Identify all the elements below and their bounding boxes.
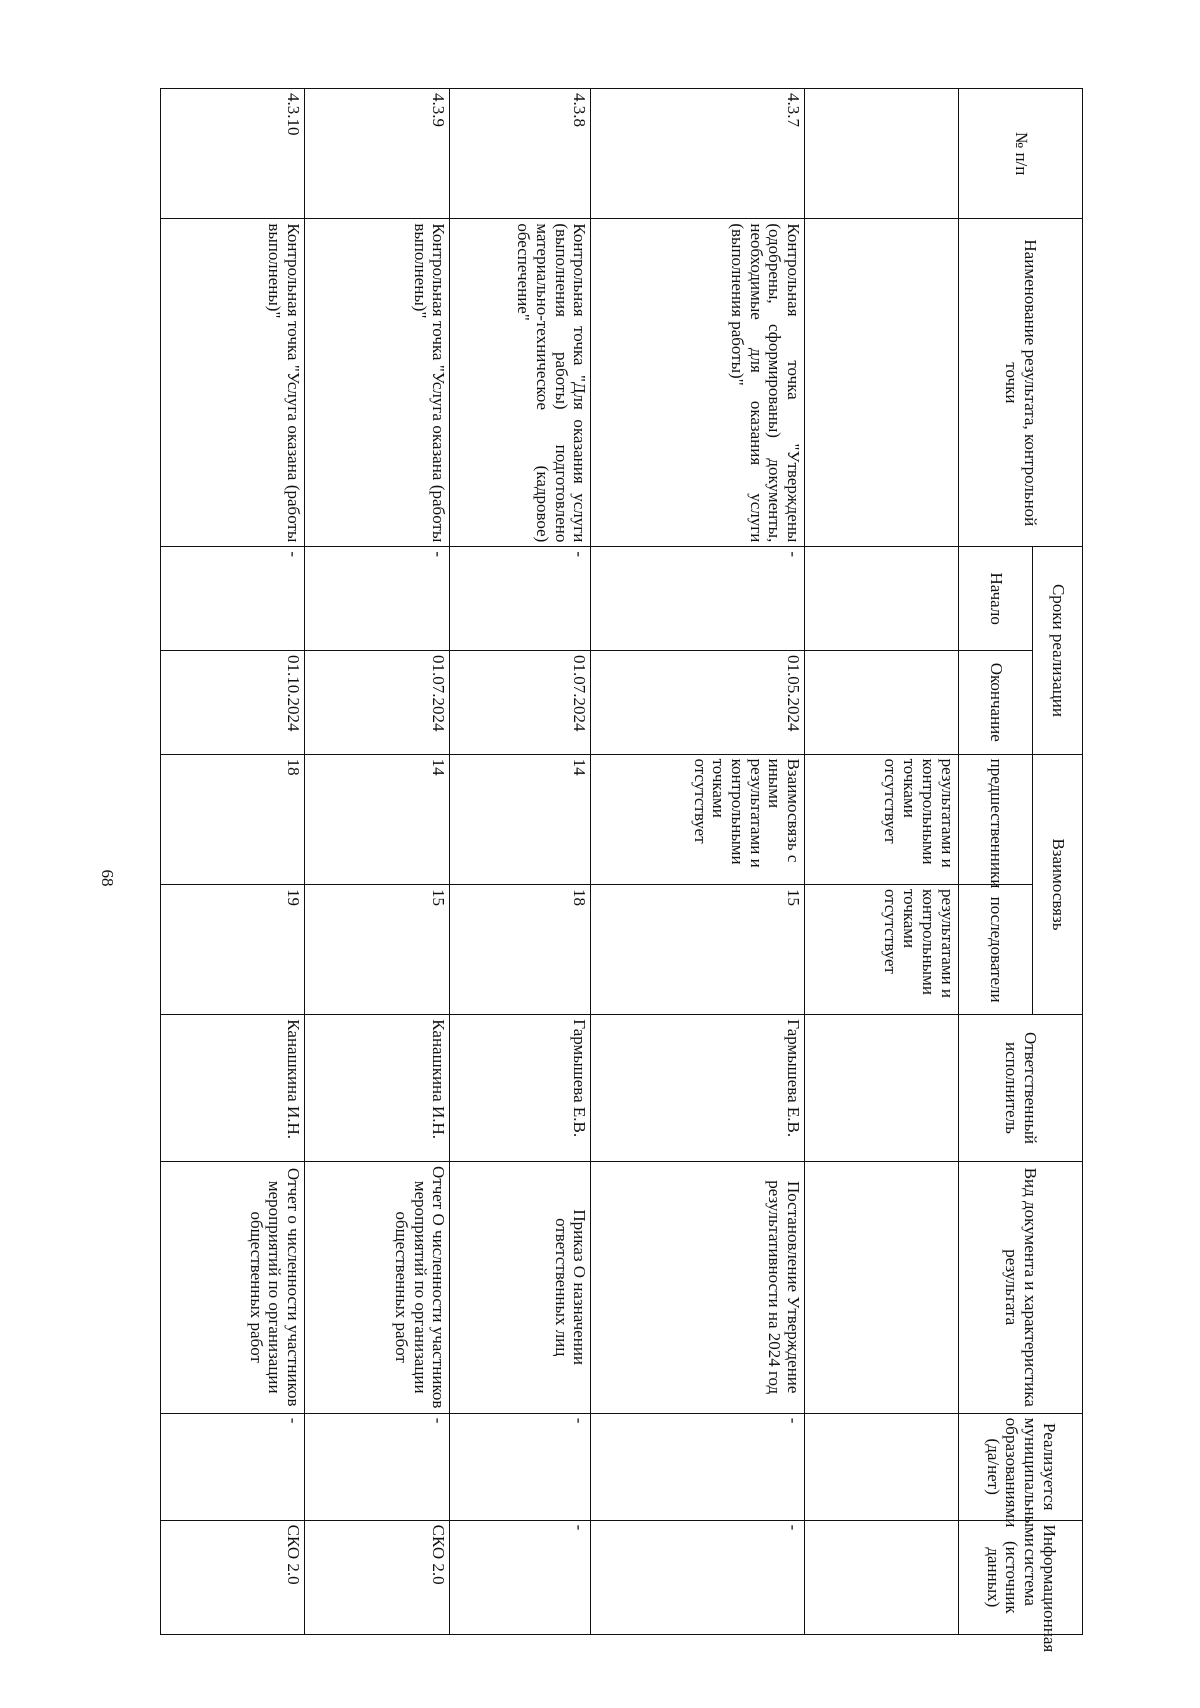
row-end: 01.07.2024: [450, 650, 591, 754]
header-info: Информационная система (источник данных): [958, 1520, 1082, 1634]
table-row: [305, 89, 450, 1635]
cont-succ: результатами и контрольными точками отсутствует: [805, 884, 958, 1014]
cont-num: [805, 89, 958, 219]
row-start: -: [161, 547, 305, 651]
cont-resp: [805, 1015, 958, 1161]
row-num: 4.3.8: [450, 89, 591, 219]
row-info: -: [450, 1520, 591, 1634]
row-resp: Гармышева Е.В.: [450, 1015, 591, 1161]
cont-info: [805, 1520, 958, 1634]
row-name: Контрольная точка "Услуга оказана (работы выполнены)": [305, 219, 450, 547]
row-doc: Отчет О численности участников мероприятий по организации общественных работ: [305, 1161, 450, 1413]
header-end: Окончание: [958, 650, 1033, 754]
continuation-row: [805, 89, 958, 1635]
row-end: 01.10.2024: [161, 650, 305, 754]
row-name: Контрольная точка "Утверждены (одобрены, сформированы) документы, необходимые для оказания услуги (выполнения работы)": [591, 219, 805, 547]
row-info: СКО 2.0: [161, 1520, 305, 1634]
row-pred: 14: [305, 754, 450, 884]
row-pred: 18: [161, 754, 305, 884]
row-num: 4.3.9: [305, 89, 450, 219]
cont-mun: [805, 1413, 958, 1520]
row-succ: 15: [305, 884, 450, 1014]
row-mun: -: [450, 1413, 591, 1520]
header-terms: Сроки реализации: [1033, 547, 1083, 754]
row-info: -: [591, 1520, 805, 1634]
row-doc: Отчет о численности участников мероприятий по организации общественных работ: [161, 1161, 305, 1413]
table-row: [591, 89, 805, 1635]
row-succ: 15: [591, 884, 805, 1014]
cont-pred: результатами и контрольными точками отсутствует: [805, 754, 958, 884]
row-end: 01.05.2024: [591, 650, 805, 754]
row-start: -: [591, 547, 805, 651]
table-row: [450, 89, 591, 1635]
row-num: 4.3.10: [161, 89, 305, 219]
row-mun: -: [305, 1413, 450, 1520]
row-resp: Канашкина И.Н.: [161, 1015, 305, 1161]
row-pred: Взаимосвязь с иными результатами и контрольными точками отсутствует: [591, 754, 805, 884]
row-mun: -: [591, 1413, 805, 1520]
header-name: Наименование результата, контрольной точки: [958, 219, 1082, 547]
row-mun: -: [161, 1413, 305, 1520]
header-doc: Вид документа и характеристика результата: [958, 1161, 1082, 1413]
row-name: Контрольная точка "Услуга оказана (работы выполнены)": [161, 219, 305, 547]
row-num: 4.3.7: [591, 89, 805, 219]
cont-doc: [805, 1161, 958, 1413]
header-link: Взаимосвязь: [1033, 754, 1083, 1015]
header-mun: Реализуется муниципальными образованиями (да/нет): [958, 1413, 1082, 1520]
page-number: 68: [98, 869, 117, 887]
header-resp: Ответственный исполнитель: [958, 1015, 1082, 1161]
header-succ: последователи: [958, 884, 1033, 1014]
row-start: -: [305, 547, 450, 651]
header-start: Начало: [958, 547, 1033, 651]
row-doc: Приказ О назначении ответственных лиц: [450, 1161, 591, 1413]
header-num: № п/п: [958, 89, 1082, 219]
row-doc: Постановление Утверждение результативности на 2024 год: [591, 1161, 805, 1413]
row-succ: 18: [450, 884, 591, 1014]
rotated-table-container: [160, 88, 1083, 1653]
table-row: [161, 89, 305, 1635]
cont-name: [805, 219, 958, 547]
row-succ: 19: [161, 884, 305, 1014]
row-name: Контрольная точка "Для оказания услуги (выполнения работы) подготовлено материально-техническое (кадровое) обеспечение": [450, 219, 591, 547]
header-pred: предшественники: [958, 754, 1033, 884]
cont-start: [805, 547, 958, 651]
row-info: СКО 2.0: [305, 1520, 450, 1634]
row-resp: Канашкина И.Н.: [305, 1015, 450, 1161]
row-resp: Гармышева Е.В.: [591, 1015, 805, 1161]
row-start: -: [450, 547, 591, 651]
row-pred: 14: [450, 754, 591, 884]
cont-end: [805, 650, 958, 754]
results-table: [160, 88, 1083, 1653]
row-end: 01.07.2024: [305, 650, 450, 754]
header-row-1: [1033, 89, 1083, 1635]
